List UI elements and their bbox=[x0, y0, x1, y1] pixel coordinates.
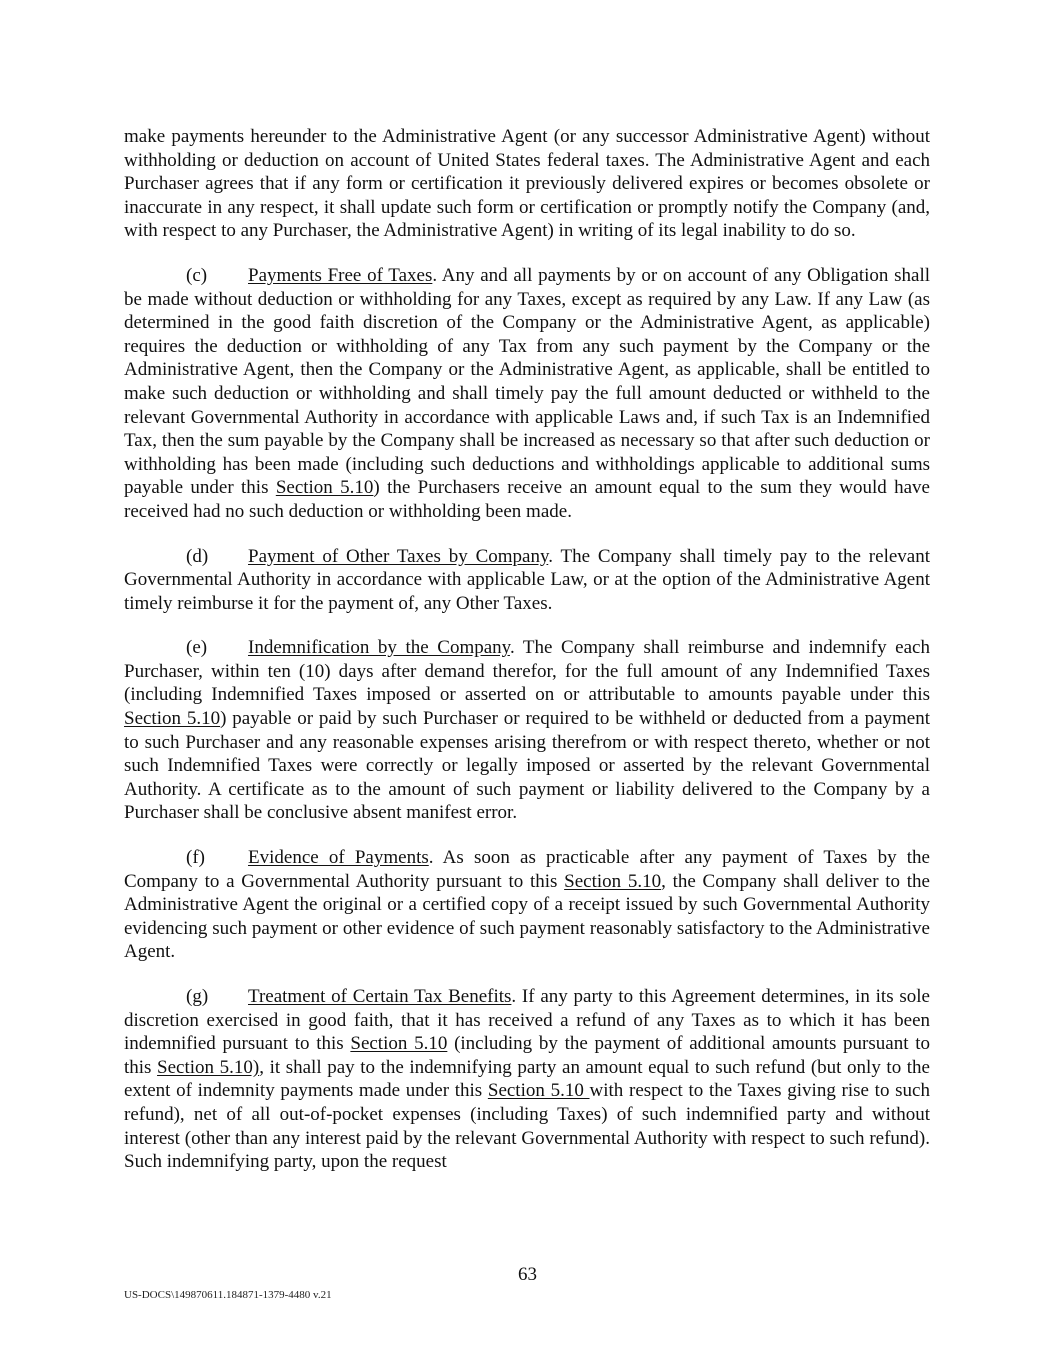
section-g-text-2: (including by the payment of additional amounts pursuant to this bbox=[124, 1033, 930, 1078]
section-c-heading: Payments Free of Taxes bbox=[248, 264, 433, 286]
section-f-heading: Evidence of Payments bbox=[248, 847, 429, 869]
section-f-text-1: . As soon as practicable after any payment of Taxes by the Company to a Governmental Authority pursuant to this bbox=[124, 847, 930, 892]
section-reference: Section 5.10 bbox=[564, 870, 662, 892]
document-id: US-DOCS\149870611.184871-1379-4480 v.21 bbox=[124, 1289, 332, 1301]
section-g-text-4: with respect to the Taxes giving rise to such refund), net of all out-of-pocket expenses (including Taxes) of such indemnified party and without interest (other than any interest paid by the relevant Governmental Authority with respect to such refund). Such indemnifying party, upon the request bbox=[124, 1080, 930, 1173]
section-d-text-1: . The Company shall timely pay to the relevant Governmental Authority in accordance with applicable Law, or at the option of the Administrative Agent timely reimburse it for the payment of, any Other Taxes. bbox=[124, 545, 930, 614]
section-d-label: (d) bbox=[186, 545, 209, 567]
section-reference: Section 5.10 bbox=[124, 708, 221, 730]
section-e-paragraph bbox=[124, 636, 930, 825]
section-c-text-2: ) the Purchasers receive an amount equal to the sum they would have received had no such deduction or withholding been made. bbox=[124, 477, 930, 522]
section-f-paragraph bbox=[124, 846, 930, 964]
section-reference: Section 5.10 bbox=[350, 1033, 448, 1055]
intro-paragraph bbox=[124, 125, 930, 243]
page-number: 63 bbox=[518, 1264, 537, 1285]
section-reference: Section 5.10 bbox=[275, 477, 374, 499]
section-c-paragraph bbox=[124, 264, 930, 524]
section-g-paragraph bbox=[124, 985, 930, 1174]
section-f-text-2: , the Company shall deliver to the Administrative Agent the original or a certified copy of a receipt issued by such Governmental Authority evidencing such payment or other evidence of such payment reasonably satisfactory to the Administrative Agent. bbox=[124, 870, 930, 963]
section-g-text-1: . If any party to this Agreement determines, in its sole discretion exercised in good faith, that it has received a refund of any Taxes as to which it has been indemnified pursuant to this bbox=[124, 986, 930, 1055]
section-reference: Section 5.10) bbox=[157, 1056, 260, 1078]
section-g-text-3: , it shall pay to the indemnifying party an amount equal to such refund (but only to the extent of indemnity payments made under this bbox=[124, 1056, 930, 1102]
section-e-text-2: ) payable or paid by such Purchaser or required to be withheld or deducted from a payment to such Purchaser and any reasonable expenses arising therefrom or with respect thereto, whether or not such Indemnified Taxes were correctly or legally imposed or asserted by the relevant Governmental Authority. A certificate as to the amount of such payment or liability delivered to the Company by a Purchaser shall be conclusive absent manifest error. bbox=[124, 708, 930, 824]
intro-text: make payments hereunder to the Administrative Agent (or any successor Administrative Agent) without withholding or deduction on account of United States federal taxes. The Administrative Agent and each Purchaser agrees that if any form or certification it previously delivered expires or becomes obsolete or inaccurate in any respect, it shall update such form or certification or promptly notify the Company (and, with respect to any Purchaser, the Administrative Agent) in writing of its legal inability to do so. bbox=[124, 126, 930, 242]
section-d-paragraph bbox=[124, 545, 930, 616]
section-g-heading: Treatment of Certain Tax Benefits bbox=[248, 986, 512, 1007]
section-c-text-1: . Any and all payments by or on account of any Obligation shall be made without deduction or withholding for any Taxes, except as required by any Law. If any Law (as determined in the good faith discretion of the Company or the Administrative Agent, as applicable) requires the deduction or withholding of any Tax from any such payment by the Company or the Administrative Agent, then the Company or the Administrative Agent, as applicable, shall be entitled to make such deduction or withholding and shall timely pay the full amount deducted or withheld to the relevant Governmental Authority in accordance with applicable Laws and, if such Tax is an Indemnified Tax, then the sum payable by the Company shall be increased as necessary so that after such deduction or withholding has been made (including such deductions and withholdings applicable to additional sums payable under this bbox=[124, 264, 931, 499]
section-e-label: (e) bbox=[186, 637, 208, 659]
section-f-label: (f) bbox=[186, 847, 205, 869]
document-page bbox=[124, 125, 930, 1195]
section-e-heading: Indemnification by the Company bbox=[248, 637, 510, 659]
section-reference: Section 5.10 bbox=[487, 1080, 590, 1102]
section-g-label: (g) bbox=[186, 986, 209, 1007]
section-c-label: (c) bbox=[186, 264, 208, 286]
section-d-heading: Payment of Other Taxes by Company bbox=[248, 545, 549, 567]
section-e-text-1: . The Company shall reimburse and indemnify each Purchaser, within ten (10) days after demand therefor, for the full amount of any Indemnified Taxes (including Indemnified Taxes imposed or asserted on or attributable to amounts payable under this bbox=[124, 637, 930, 706]
